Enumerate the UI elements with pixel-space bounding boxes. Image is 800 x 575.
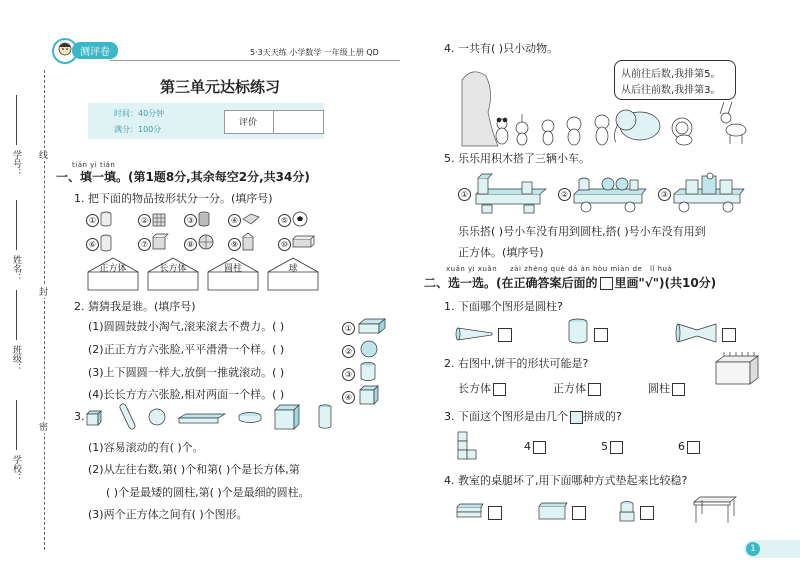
series-info: 5·3天天练 小学数学 一年级上册 QD	[250, 48, 379, 57]
q2-prompt: 2. 猜猜我是谁。(填序号)	[74, 300, 196, 313]
section2-pinyin-b: zài zhèng què dá àn hòu miàn de	[510, 265, 643, 273]
car-num: ②	[558, 188, 571, 201]
q2-line-4: (4)长长方方六张脸,相对两面一个样。( )	[88, 388, 285, 401]
q2-line-2: (2)正正方方六张脸,平平滑滑一个样。( )	[88, 343, 285, 356]
house-label-cuboid: 长方体	[159, 264, 187, 274]
item-num: ③	[184, 214, 197, 227]
page-number: 1	[746, 542, 760, 556]
s2-q4-options	[456, 496, 756, 524]
q2-options	[342, 318, 392, 408]
class-line	[16, 290, 17, 340]
item-num: ⑧	[184, 238, 197, 251]
s2-q1-prompt: 1. 下面哪个图形是圆柱?	[444, 300, 563, 313]
cylinder-on-cube-icon	[618, 500, 638, 522]
tall-cylinder-shape	[318, 404, 332, 430]
q1-prompt: 1. 把下面的物品按形状分一分。(填序号)	[74, 192, 273, 205]
binding-margin	[0, 0, 60, 575]
opt-cube-label: 正方体	[553, 382, 586, 395]
page-title: 第三单元达标练习	[160, 78, 281, 96]
section2-heading	[424, 276, 716, 290]
answer-checkbox-6[interactable]	[687, 441, 700, 454]
sphere-shape	[148, 408, 166, 426]
opt-num: ①	[342, 322, 355, 335]
s2-q1-options	[456, 318, 756, 348]
car-3-icon	[672, 172, 746, 214]
student-no-label: 学号：	[11, 150, 21, 177]
small-cube-symbol	[570, 411, 583, 424]
student-no-line	[16, 95, 17, 145]
opt-cylinder-label: 圆柱	[648, 382, 670, 395]
opt-num: ④	[342, 391, 355, 404]
q5-prompt: 5. 乐乐用积木搭了三辆小车。	[444, 152, 590, 165]
small-cube-shape	[86, 410, 102, 426]
opt-num: ②	[342, 345, 355, 358]
section2-heading-a: 二、选一选。(在正确答案后面的	[424, 276, 598, 290]
s2-q3-text: 3. 下面这个图形是由几个	[444, 410, 568, 423]
box-item-icon	[152, 234, 166, 250]
answer-checkbox-boards[interactable]	[488, 506, 502, 520]
desk-icon	[692, 496, 738, 524]
answer-checkbox-cube[interactable]	[588, 383, 601, 396]
answer-checkbox-5[interactable]	[610, 441, 623, 454]
q3-line-2: (2)从左往右数,第( )个和第( )个是长方体,第	[88, 463, 300, 476]
s2-q3-prompt	[444, 410, 622, 424]
item-num: ⑩	[278, 238, 291, 251]
q1-items	[86, 211, 326, 257]
page-number-tab	[744, 540, 800, 558]
milk-carton-icon	[242, 233, 254, 251]
class-label: 班级：	[11, 345, 21, 372]
opt-cuboid-label: 长方体	[458, 382, 491, 395]
flat-disc-shape	[238, 412, 262, 424]
car-2-icon	[572, 174, 646, 214]
section2-heading-b: 里画"√")(共10分)	[614, 276, 717, 290]
section2-pinyin-a: xuǎn yi xuǎn	[446, 265, 498, 273]
answer-checkbox-cone[interactable]	[498, 328, 512, 342]
answer-box-symbol	[600, 277, 613, 290]
car-1-icon	[472, 174, 546, 214]
cuboid-flat-icon	[358, 318, 386, 334]
rubik-cube-icon	[152, 212, 166, 226]
eval-input[interactable]	[274, 111, 322, 133]
two-boards-icon	[456, 504, 484, 520]
answer-checkbox-cylinder[interactable]	[594, 328, 608, 342]
basketball-icon	[198, 234, 214, 250]
opt-num: ③	[342, 368, 355, 381]
item-num: ⑤	[278, 214, 291, 227]
brick-item-icon	[292, 236, 314, 248]
sphere-icon	[360, 340, 378, 358]
q2-line-1: (1)圆圆鼓鼓小淘气,滚来滚去不费力。( )	[88, 320, 285, 333]
cylinder-shape-icon	[568, 318, 588, 346]
q2-line-3: (3)上下圆圆一样大,放倒一推就滚动。( )	[88, 366, 285, 379]
s2-q3-tail: 拼成的?	[583, 410, 622, 423]
house-label-cube: 正方体	[99, 264, 127, 274]
school-line	[16, 400, 17, 450]
s2-q2-options	[458, 382, 685, 396]
score-text: 满分：100分	[114, 125, 162, 134]
badge-label: 测评卷	[72, 42, 118, 59]
s2-q2-prompt: 2. 右图中,饼干的形状可能是?	[444, 357, 589, 370]
bubble-line-2: 从后往前数,我排第3。	[621, 85, 721, 96]
cone-shape-icon	[456, 324, 496, 344]
answer-checkbox-hourglass[interactable]	[722, 328, 736, 342]
answer-checkbox-cuboid[interactable]	[493, 383, 506, 396]
q3-line-3: ( )个是最矮的圆柱,第( )个是最细的圆柱。	[106, 486, 310, 499]
stacked-cubes-icon	[456, 430, 478, 462]
q3-line-1: (1)容易滚动的有( )个。	[88, 441, 204, 454]
section1-heading: 一、填一填。(第1题8分,其余每空2分,共34分)	[56, 170, 310, 184]
margin-line-char: 线	[39, 148, 48, 161]
item-num: ⑨	[228, 238, 241, 251]
margin-close-char: 密	[39, 420, 48, 433]
q5-line-1: 乐乐搭( )号小车没有用到圆柱,搭( )号小车没有用到	[458, 225, 706, 238]
answer-checkbox-4[interactable]	[533, 441, 546, 454]
item-num: ④	[228, 214, 241, 227]
cylinder-item-icon	[100, 211, 112, 227]
section1-pinyin: tián yi tián	[72, 161, 116, 169]
cube-icon	[359, 385, 379, 405]
tube-item-icon	[100, 234, 112, 252]
q3-number: 3.	[74, 410, 85, 423]
opt-6: 6	[678, 440, 685, 453]
opt-5: 5	[601, 440, 608, 453]
sorting-houses	[86, 256, 330, 292]
toy-cars	[450, 170, 750, 216]
item-num: ①	[86, 214, 99, 227]
can-item-icon	[198, 211, 210, 227]
info-panel	[88, 103, 324, 139]
s2-q4-prompt: 4. 教室的桌腿坏了,用下面哪种方式垫起来比较稳?	[444, 474, 688, 487]
answer-checkbox-cuboids[interactable]	[572, 506, 586, 520]
answer-checkbox-mixed[interactable]	[640, 506, 654, 520]
item-num: ⑥	[86, 238, 99, 251]
hourglass-shape-icon	[676, 322, 718, 344]
margin-seal-char: 封	[39, 285, 48, 298]
large-cube-shape	[274, 404, 300, 430]
q3-shapes	[86, 404, 356, 430]
item-num: ②	[138, 214, 151, 227]
school-label: 学校：	[11, 455, 21, 482]
time-text: 时间：40分钟	[114, 109, 165, 118]
speech-bubble	[614, 60, 736, 100]
animals-illustration	[462, 62, 762, 146]
name-line	[16, 200, 17, 250]
q4-prompt: 4. 一共有( )只小动物。	[444, 42, 559, 55]
section2-pinyin-c: lǐ huà	[650, 265, 673, 273]
house-label-cylinder: 圆柱	[223, 264, 242, 274]
flat-board-shape	[178, 414, 226, 424]
s2-q3-options	[524, 440, 700, 454]
answer-checkbox-cyl[interactable]	[672, 383, 685, 396]
car-num: ①	[458, 188, 471, 201]
biscuit-box-icon	[714, 352, 760, 386]
name-label: 姓名：	[11, 255, 21, 282]
eval-label: 评价	[239, 118, 258, 128]
tilted-cylinder-shape	[120, 404, 136, 430]
badge	[52, 40, 118, 62]
cylinder-icon	[360, 362, 376, 382]
header-rule	[110, 60, 400, 61]
q3-line-4: (3)两个正方体之间有( )个图形。	[88, 508, 248, 521]
soccer-ball-icon	[292, 211, 308, 227]
house-label-sphere: 球	[288, 264, 298, 274]
q5-line-2: 正方体。(填序号)	[458, 246, 544, 259]
dashed-binding-line	[44, 70, 45, 550]
book-item-icon	[242, 212, 260, 226]
bubble-line-1: 从前往后数,我排第5。	[621, 69, 721, 80]
item-num: ⑦	[138, 238, 151, 251]
cuboid-stack-icon	[538, 502, 568, 520]
car-num: ③	[658, 188, 671, 201]
opt-4: 4	[524, 440, 531, 453]
eval-box	[224, 110, 324, 134]
